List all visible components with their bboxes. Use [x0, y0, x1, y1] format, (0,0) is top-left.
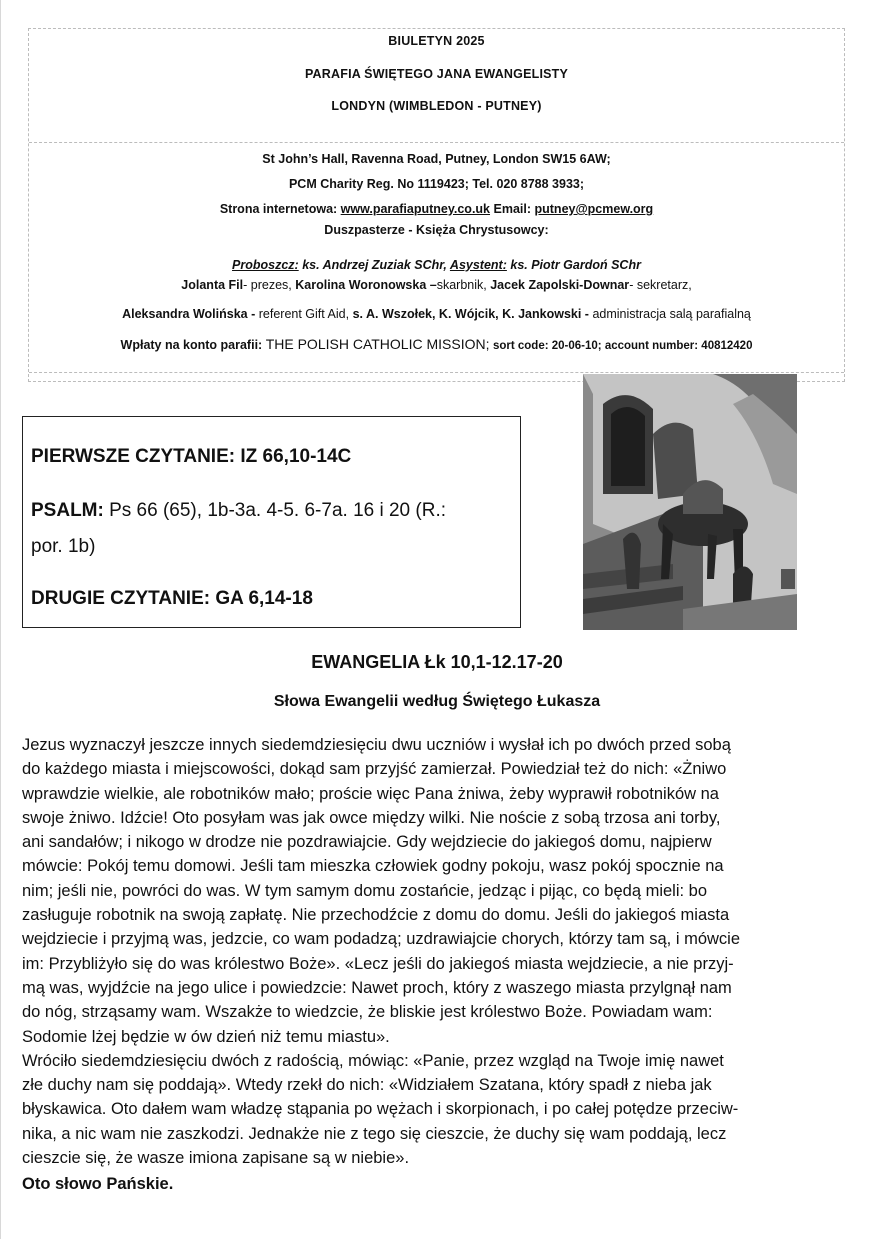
gospel-title: EWANGELIA Łk 10,1-12.17-20 — [311, 652, 563, 672]
gospel-line: Jezus wyznaczył jeszcze innych siedemdziesięciu dwu uczniów i wysłał ich po dwóch przed sobą — [22, 736, 731, 754]
staff-role: skarbnik, — [436, 278, 487, 292]
psalm-label: PSALM: — [31, 500, 104, 521]
gospel-line: Sodomie lżej będzie w ów dzień niż temu miastu». — [22, 1027, 390, 1046]
psalm-ref-cont: por. 1b) — [31, 536, 96, 557]
gospel-subtitle: Słowa Ewangelii według Świętego Łukasza — [273, 693, 601, 710]
asystent-name: ks. Piotr Gardoń SChr — [510, 258, 641, 272]
charity-info: PCM Charity Reg. No 1119423; Tel. 020 8788 3933; — [288, 177, 585, 191]
parish-header-box — [28, 28, 845, 382]
gospel-line: wejdziecie i przyjmą was, jedzcie, co wam podadzą; uzdrawiajcie chorych, którzy tam są, i mówcie — [22, 930, 741, 949]
gospel-line: błyskawica. Oto dałem wam władzę stąpania po wężach i skorpionach, i po całej potędze przeciw- — [22, 1100, 739, 1119]
page-left-rule — [0, 0, 1, 1239]
engraving-illustration — [583, 374, 797, 630]
website-label: Strona internetowa: — [219, 202, 338, 216]
bank-line — [29, 336, 844, 352]
staff-name: s. A. Wszołek, K. Wójcik, K. Jankowski - — [352, 307, 589, 321]
staff-name: Jacek Zapolski-Downar — [490, 278, 630, 292]
gospel-line: nika, a nic wam nie zaszkodzi. Jednakże nie z tego się cieszcie, że duchy się wam poddają, lecz — [22, 1124, 727, 1143]
gospel-line: do każdego miasta i miejscowości, dokąd sam przyjść zamierzał. Powiedział też do nich: «Żniwo — [22, 760, 727, 779]
gospel-line: Wróciło siedemdziesięciu dwóch z radością, mówiąc: «Panie, przez wzgląd na Twoje imię nawet — [22, 1051, 724, 1070]
gospel-line: do nóg, strząsamy wam. Wszakże to wiedzcie, że bliskie jest królestwo Boże. Powiadam wam: — [22, 1003, 713, 1022]
bulletin-title: BIULETYN 2025 — [388, 34, 485, 48]
proboszcz-name: ks. Andrzej Zuziak SChr, — [302, 258, 447, 272]
staff-role: - sekretarz, — [629, 278, 692, 292]
gospel-line: zasługuje robotnik na swoją zapłatę. Nie przechodźcie z domu do domu. Jeśli do jakiegoś miasta — [22, 906, 730, 925]
staff-line-1 — [29, 278, 844, 292]
gospel-line: ani sandałów; i nikogo w drodze nie pozdrawiajcie. Gdy wejdziecie do jakiegoś domu, najpierw — [22, 833, 712, 852]
first-reading: PIERWSZE CZYTANIE: IZ 66,10-14C — [31, 446, 352, 467]
gospel-text — [22, 733, 852, 1197]
header-bottom-rule — [29, 372, 844, 373]
bank-label: Wpłaty na konto parafii: — [120, 338, 263, 352]
header-divider — [29, 142, 844, 143]
gospel-line: swoje żniwo. Idźcie! Oto posyłam was jak owce między wilki. Nie noście z sobą trzosa ani torby, — [22, 808, 721, 827]
staff-role: - prezes, — [243, 278, 292, 292]
proboszcz-label: Proboszcz: — [232, 258, 299, 272]
parish-address: St John’s Hall, Ravenna Road, Putney, London SW15 6AW; — [262, 152, 611, 166]
readings-box — [22, 416, 521, 628]
staff-line-2 — [29, 307, 844, 321]
bank-name: THE POLISH CATHOLIC MISSION; — [265, 336, 490, 352]
gospel-line: mą was, wyjdźcie na jego ulice i powiedzcie: Nawet proch, który z waszego miasta przylgnął nam — [22, 978, 732, 997]
gospel-line: nim; jeśli nie, powróci do was. W tym samym domu zostańcie, jedząc i pijąc, co będą mieli: bo — [22, 881, 708, 900]
website-link[interactable]: www.parafiaputney.co.uk — [340, 202, 491, 216]
staff-role: administracja salą parafialną — [592, 307, 751, 321]
staff-name: Aleksandra Wolińska - — [122, 307, 256, 321]
clergy-line — [29, 258, 844, 272]
parish-location: LONDYN (WIMBLEDON - PUTNEY) — [331, 99, 542, 113]
email-label: Email: — [493, 202, 532, 216]
gospel-line: wprawdzie wielkie, ale robotników mało; proście więc Pana żniwa, żeby wyprawił robotników na — [22, 784, 719, 803]
parish-name: PARAFIA ŚWIĘTEGO JANA EWANGELISTY — [304, 67, 569, 81]
contact-line — [29, 202, 844, 216]
email-link[interactable]: putney@pcmew.org — [534, 202, 654, 216]
staff-name: Jolanta Fil — [181, 278, 244, 292]
psalm — [31, 493, 511, 565]
asystent-label: Asystent: — [449, 258, 507, 272]
bank-details: sort code: 20-06-10; account number: 40812420 — [492, 340, 753, 352]
staff-role: referent Gift Aid, — [258, 307, 350, 321]
gospel-line: mówcie: Pokój temu domowi. Jeśli tam mieszka człowiek godny pokoju, wasz pokój spocznie na — [22, 857, 724, 876]
gospel-closing: Oto słowo Pańskie. — [22, 1175, 174, 1194]
gospel-line: cieszcie się, że wasze imiona zapisane są w niebie». — [22, 1149, 410, 1168]
second-reading: DRUGIE CZYTANIE: GA 6,14-18 — [31, 588, 313, 609]
gospel-line: złe duchy nam się poddają». Wtedy rzekł do nich: «Widziałem Szatana, który spadł z nieba jak — [22, 1076, 712, 1095]
gospel-line: im: Przybliżyło się do was królestwo Boże». «Lecz jeśli do jakiegoś miasta wejdziecie, a nie przyj- — [22, 954, 734, 973]
psalm-ref: Ps 66 (65), 1b-3a. 4-5. 6-7a. 16 i 20 (R.: — [109, 500, 447, 521]
staff-name: Karolina Woronowska – — [295, 278, 437, 292]
pastors-heading: Duszpasterze - Księża Chrystusowcy: — [324, 223, 549, 237]
